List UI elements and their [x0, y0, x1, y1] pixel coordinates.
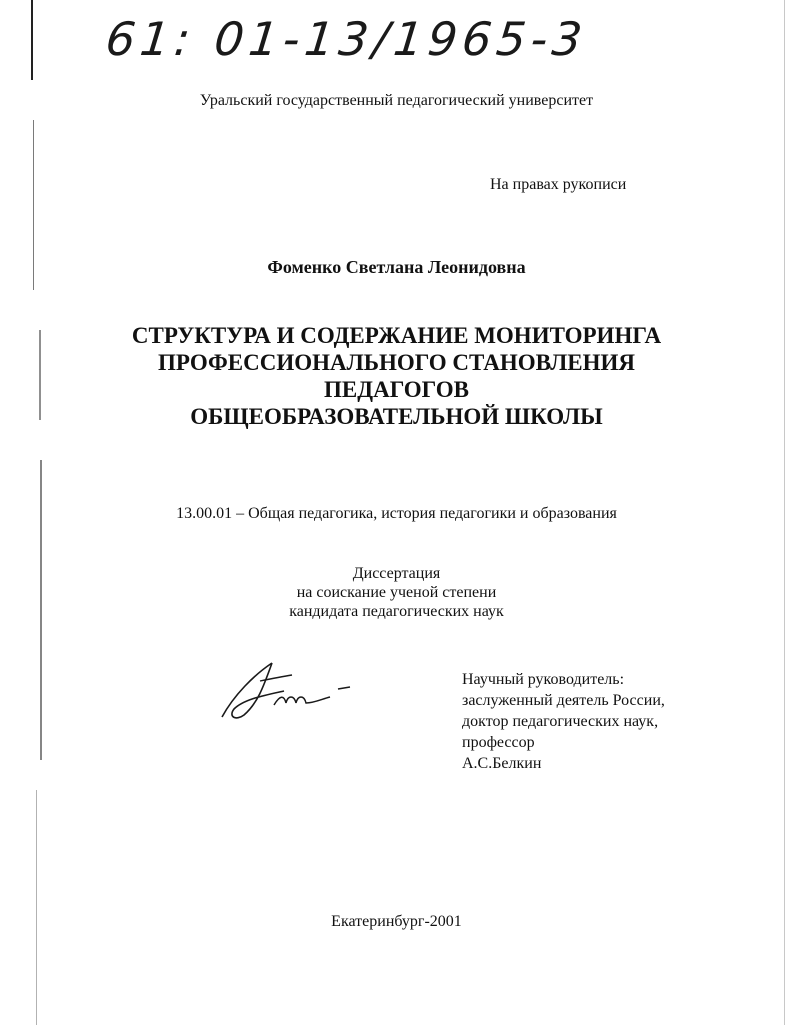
manuscript-rights-note: На правах рукописи	[490, 176, 627, 193]
advisor-block	[462, 669, 665, 774]
title-line: ПРОФЕССИОНАЛЬНОГО СТАНОВЛЕНИЯ	[158, 350, 635, 375]
dissertation-type-block	[0, 564, 793, 621]
dissertation-title	[0, 322, 793, 430]
advisor-title: профессор	[462, 734, 535, 751]
advisor-title: заслуженный деятель России,	[462, 692, 665, 709]
advisor-role: Научный руководитель:	[462, 671, 625, 688]
signature-icon	[214, 655, 354, 725]
scan-edge-mark	[31, 0, 33, 80]
scan-edge-mark	[36, 790, 37, 1025]
advisor-name: А.С.Белкин	[462, 755, 542, 772]
archive-number: 61: 01-13/1965-3	[103, 12, 590, 66]
author-name: Фоменко Светлана Леонидовна	[267, 257, 526, 277]
dissertation-type: Диссертация	[352, 565, 441, 582]
title-line: ОБЩЕОБРАЗОВАТЕЛЬНОЙ ШКОЛЫ	[190, 404, 603, 429]
title-line: СТРУКТУРА И СОДЕРЖАНИЕ МОНИТОРИНГА	[131, 323, 662, 348]
specialty-code: 13.00.01 – Общая педагогика, история педагогики и образования	[176, 505, 617, 522]
university-name: Уральский государственный педагогический университет	[199, 92, 594, 109]
city-year: Екатеринбург-2001	[331, 913, 462, 930]
title-line: ПЕДАГОГОВ	[324, 377, 469, 402]
advisor-title: доктор педагогических наук,	[462, 713, 659, 730]
degree-line: кандидата педагогических наук	[289, 603, 504, 620]
degree-line: на соискание ученой степени	[296, 584, 497, 601]
